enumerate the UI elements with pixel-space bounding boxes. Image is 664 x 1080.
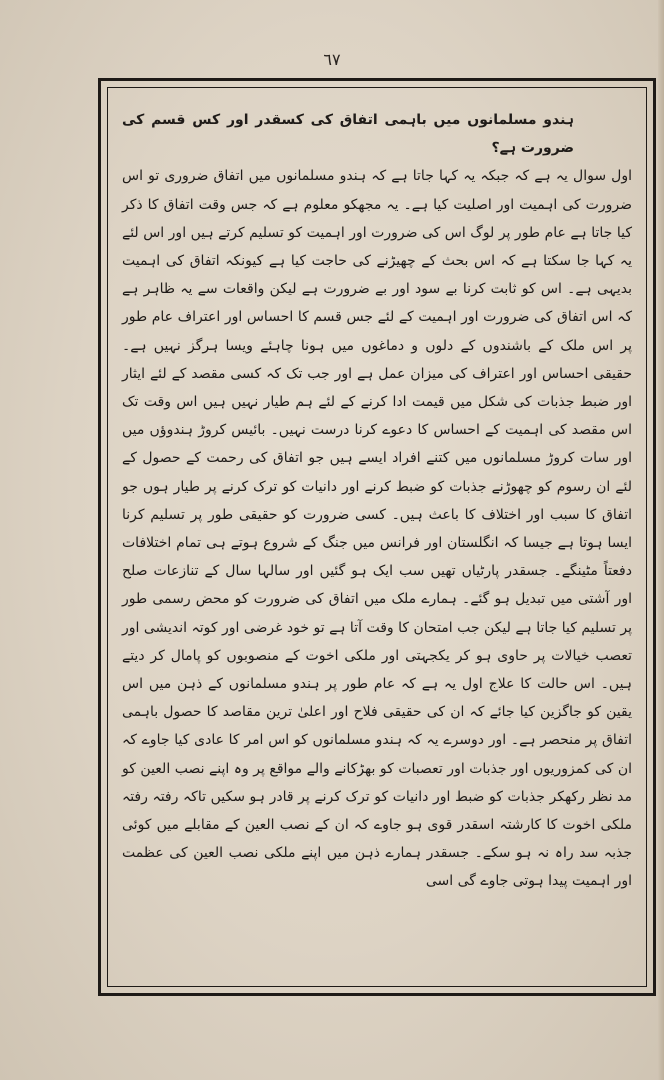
section-heading: ہندو مسلمانوں میں باہمی اتفاق کی کسقدر اور کس قسم کی ضرورت ہے؟	[122, 112, 574, 157]
body-paragraph: اول سوال یہ ہے کہ جبکہ یہ کہا جاتا ہے کہ ہندو مسلمانوں میں اتفاق ضروری تو اس ضرورت کی اہمیت اور اصلیت کیا ہے۔ یہ مجھکو معلوم ہے کہ جس وقت اتفاق کا ذکر کیا جاتا ہے عام طور پر لوگ اس کی ضرورت اور اہمیت کو تسلیم کرتے ہیں اور اس لئے یہ کہا جا سکتا ہے کہ اس بحث کے چھیڑنے کی حاجت کیا ہے کیونکہ اتفاق کی اہمیت بدیہی ہے۔ اس کو ثابت کرنا بے سود اور بے ضرورت ہے لیکن واقعات سے یہ ظاہر ہے کہ اس اتفاق کی ضرورت اور اہمیت کے لئے جس قسم کا احساس اور اعتراف عام طور پر اس ملک کے باشندوں کے دلوں و دماغوں میں ہونا چاہئے ویسا ہرگز نہیں ہے۔ حقیقی احساس اور اعتراف کی میزان عمل ہے اور جب تک کہ کسی مقصد کے لئے ایثار اور ضبط جذبات کی شکل میں قیمت ادا کرنے کے لئے ہم طیار نہیں ہیں اس وقت تک اس مقصد کی اہمیت کے احساس کا دعوے کرنا درست نہیں۔ بائیس کروڑ ہندوؤں میں اور سات کروڑ مسلمانوں میں کتنے افراد ایسے ہیں جو اتفاق کی رحمت کے حصول کے لئے ان رسوم کو چھوڑنے جذبات کو ضبط کرنے اور دانیات کو ترک کرنے پر طیار ہوں جو اتفاق کا سبب اور اختلاف کا باعث ہیں۔ کسی ضرورت کو حقیقی طور پر تسلیم کرنا ایسا ہوتا ہے جیسا کہ انگلستان اور فرانس میں جنگ کے شروع ہوتے ہی تمام اختلافات دفعتاً مٹینگے۔ جسقدر پارٹیاں تھیں سب ایک ہو گئیں اور سالہا سال کے تنازعات صلح اور آشتی میں تبدیل ہو گئے۔ ہمارے ملک میں اتفاق کی ضرورت کو محض رسمی طور پر تسلیم کیا جاتا ہے لیکن جب امتحان کا وقت آتا ہے تو خود غرضی اور کوتہ اندیشی اور تعصب خیالات پر حاوی ہو کر یکجہتی اور ملکی اخوت کے منصوبوں کو پامال کر دیتے ہیں۔ اس حالت کا علاج اول یہ ہے کہ عام طور پر ہندو مسلمانوں کے ذہن میں اس یقین کو جاگزین کیا جائے کہ ان کی حقیقی فلاح اور اعلیٰ ترین مقاصد کا حصول باہمی اتفاق پر منحصر ہے۔ اور دوسرے یہ کہ ہندو مسلمانوں کو اس امر کا عادی کیا جاوے کہ ان کی کمزوریوں اور جذبات اور تعصبات کو بھڑکانے والے مواقع پر وہ اپنے نصب العین کو مد نظر رکھکر جذبات کو ضبط اور دانیات کو ترک کرنے پر قادر ہو سکیں تاکہ رفتہ رفتہ ملکی اخوت کا کارشتہ اسقدر قوی ہو جاوے کہ ان کے نصب العین کے مقابلے میں کوئی جذبہ سد راہ نہ ہو سکے۔ جسقدر ہمارے ذہن میں اپنے ملکی نصب العین کی عظمت اور اہمیت پیدا ہوتی جاوے گی اسی	[122, 168, 632, 890]
page-border	[98, 78, 656, 996]
inner-border	[107, 87, 647, 987]
page-edge-shadow	[658, 0, 664, 1080]
page-number: ٦٧	[323, 50, 341, 69]
text-block	[122, 106, 632, 974]
